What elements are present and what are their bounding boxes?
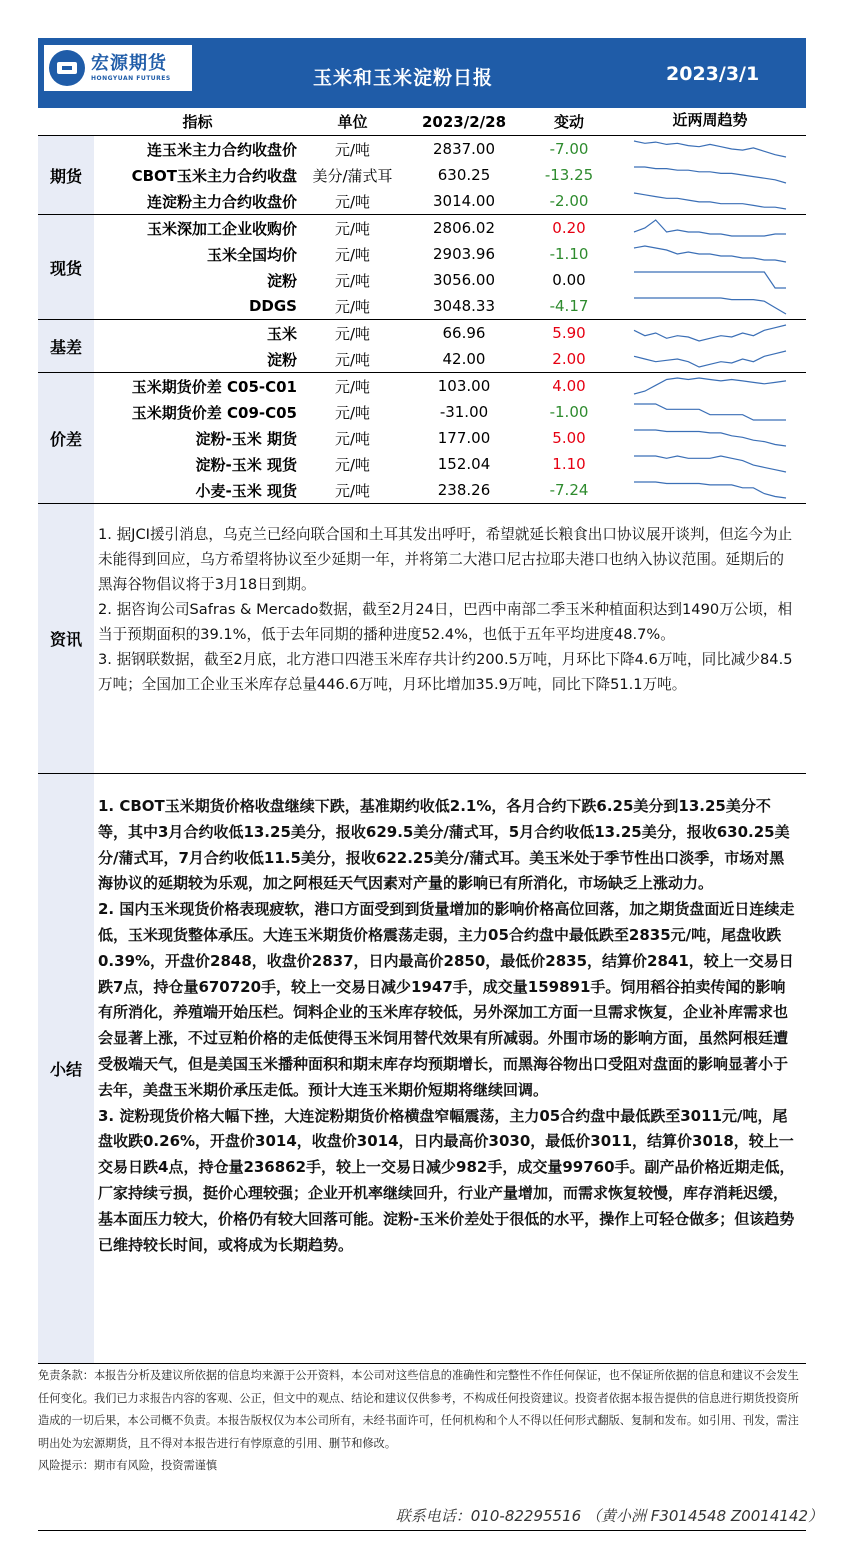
- table-section: [38, 215, 806, 320]
- unit-cell: 元/吨: [334, 271, 371, 290]
- section-label: 现货: [38, 215, 94, 319]
- change-cell: 5.90: [552, 324, 586, 342]
- value-cell: 3014.00: [432, 192, 496, 210]
- col-date: 2023/2/28: [421, 112, 507, 131]
- trend-sparkline: [614, 346, 806, 372]
- unit-cell: 元/吨: [334, 245, 371, 264]
- unit-cell: 美分/蒲式耳: [312, 166, 393, 185]
- news-item: 1. 据JCI援引消息，乌克兰已经向联合国和土耳其发出呼吁，希望就延长粮食出口协议展开谈判，但迄今为止未能得到回应，乌方希望将协议至少延期一年，并将第二大港口尼古拉耶夫港口也纳入协议范围。延期后的黑海谷物倡议将于3月18日到期。: [98, 526, 793, 593]
- summary-item: 2. 国内玉米现货价格表现疲软，港口方面受到到货量增加的影响价格高位回落，加之期货盘面近日连续走低，玉米现货整体承压。大连玉米期货价格震荡走弱，主力05合约盘中最低跌至2835元/吨，尾盘收跌0.39%，开盘价2848，收盘价2837，日内最高价2850，最低价2835，结算价2841，较上一交易日跌7点，持仓量670720手，较上一交易日减少1947手，成交量159891手。饲用稻谷拍卖传闻的影响有所消化，养殖端开始压栏。饲料企业的玉米库存较低，另外深加工方面一旦需求恢复，企业补库需求也会显著上涨，不过豆粕价格的走低使得玉米饲用替代效果有所减弱。外围市场的影响方面，虽然阿根廷遭受极端天气，但是美国玉米播种面积和期末库存均预期增长，而黑海谷物出口受阻对盘面的影响显著小于去年，美盘玉米期价承压走低。预计大连玉米期价短期将继续回调。: [98, 900, 795, 1099]
- table-row: [94, 267, 806, 293]
- value-cell: 66.96: [442, 324, 486, 342]
- trend-sparkline: [614, 241, 806, 267]
- value-cell: 3056.00: [432, 271, 496, 289]
- trend-sparkline: [614, 215, 806, 241]
- value-cell: 103.00: [437, 377, 491, 395]
- trend-line: [634, 246, 786, 262]
- indicator-cell: 连玉米主力合约收盘价: [146, 140, 297, 159]
- news-item: 3. 据钢联数据，截至2月底，北方港口四港玉米库存共计约200.5万吨，月环比下降4.6万吨，同比减少84.5万吨；全国加工企业玉米库存总量446.6万吨，月环比增加35.9万吨，同比下降51.1万吨。: [98, 651, 793, 693]
- col-change: 变动: [553, 113, 584, 131]
- trend-line: [634, 272, 786, 288]
- change-cell: -13.25: [544, 166, 594, 184]
- table-section: [38, 373, 806, 504]
- section-label: 基差: [38, 320, 94, 372]
- trend-sparkline: [614, 320, 806, 346]
- trend-sparkline: [614, 188, 806, 214]
- trend-line: [634, 404, 786, 420]
- report-title: 玉米和玉米淀粉日报: [313, 67, 494, 89]
- col-indicator: 指标: [182, 113, 213, 131]
- data-table: [38, 136, 806, 504]
- table-row: [94, 215, 806, 241]
- trend-line: [634, 141, 786, 157]
- report-header: [38, 38, 806, 108]
- value-cell: 42.00: [442, 350, 486, 368]
- change-cell: -1.10: [549, 245, 589, 263]
- table-section: [38, 136, 806, 215]
- contact-divider: [38, 1530, 806, 1531]
- indicator-cell: 淀粉-玉米 期货: [195, 429, 297, 448]
- value-cell: 238.26: [437, 481, 491, 499]
- indicator-cell: 连淀粉主力合约收盘价: [146, 192, 297, 211]
- table-row: [94, 346, 806, 372]
- indicator-cell: 玉米全国均价: [206, 245, 297, 264]
- unit-cell: 元/吨: [334, 455, 371, 474]
- value-cell: 152.04: [437, 455, 491, 473]
- trend-sparkline: [614, 373, 806, 399]
- news-label: 资讯: [38, 504, 94, 773]
- change-cell: -7.24: [549, 481, 589, 499]
- indicator-cell: 玉米期货价差 C05-C01: [131, 377, 297, 396]
- change-cell: 0.20: [552, 219, 586, 237]
- unit-cell: 元/吨: [334, 377, 371, 396]
- section-label: 价差: [38, 373, 94, 503]
- change-cell: -1.00: [549, 403, 589, 421]
- unit-cell: 元/吨: [334, 350, 371, 369]
- trend-line: [634, 167, 786, 183]
- unit-cell: 元/吨: [334, 403, 371, 422]
- news-text: [94, 504, 806, 773]
- value-cell: -31.00: [439, 403, 489, 421]
- table-row: [94, 451, 806, 477]
- change-cell: -7.00: [549, 140, 589, 158]
- disclaimer-text: 免责条款：本报告分析及建议所依据的信息均来源于公开资料，本公司对这些信息的准确性和完整性不作任何保证，也不保证所依据的信息和建议不会发生任何变化。我们已力求报告内容的客观、公正，但文中的观点、结论和建议仅供参考，不构成任何投资建议。投资者依据本报告提供的信息进行期货投资所造成的一切后果，本公司概不负责。本报告版权仅为本公司所有，未经书面许可，任何机构和个人不得以任何形式翻版、复制和发布。如引用、刊发，需注明出处为宏源期货，且不得对本报告进行有悖原意的引用、删节和修改。: [38, 1369, 799, 1450]
- table-row: [94, 241, 806, 267]
- value-cell: 177.00: [437, 429, 491, 447]
- value-cell: 2903.96: [432, 245, 496, 263]
- news-section: [38, 504, 806, 774]
- unit-cell: 元/吨: [334, 429, 371, 448]
- unit-cell: 元/吨: [334, 140, 371, 159]
- risk-warning: 风险提示：期市有风险，投资需谨慎: [38, 1459, 218, 1472]
- trend-line: [634, 325, 786, 341]
- indicator-cell: 淀粉-玉米 现货: [195, 455, 297, 474]
- summary-item: 1. CBOT玉米期货价格收盘继续下跌，基准期约收低2.1%，各月合约下跌6.25美分到13.25美分不等，其中3月合约收低13.25美分，报收629.5美分/蒲式耳，5月合约收低13.25美分，报收630.25美分/蒲式耳，7月合约收低11.5美分，报收622.25美分/蒲式耳。美玉米处于季节性出口淡季，市场对黑海协议的延期较为乐观，加之阿根廷天气因素对产量的影响已有所消化，市场缺乏上涨动力。: [98, 797, 790, 893]
- table-row: [94, 425, 806, 451]
- change-cell: -2.00: [549, 192, 589, 210]
- unit-cell: 元/吨: [334, 297, 371, 316]
- change-cell: 4.00: [552, 377, 586, 395]
- trend-line: [634, 456, 786, 472]
- trend-sparkline: [614, 477, 806, 503]
- value-cell: 2806.02: [432, 219, 496, 237]
- news-item: 2. 据咨询公司Safras & Mercado数据，截至2月24日，巴西中南部二季玉米种植面积达到1490万公顷，相当于预期面积的39.1%，低于去年同期的播种进度52.4%，也低于五年平均进度48.7%。: [98, 601, 793, 643]
- value-cell: 2837.00: [432, 140, 496, 158]
- table-row: [94, 162, 806, 188]
- trend-sparkline: [614, 293, 806, 319]
- indicator-cell: 玉米: [266, 324, 297, 343]
- table-row: [94, 373, 806, 399]
- table-row: [94, 136, 806, 162]
- indicator-cell: 淀粉: [266, 350, 297, 369]
- change-cell: 2.00: [552, 350, 586, 368]
- col-unit: 单位: [337, 113, 368, 131]
- trend-sparkline: [614, 267, 806, 293]
- section-label: 期货: [38, 136, 94, 214]
- trend-sparkline: [614, 136, 806, 162]
- contact-info: 联系电话：010-82295516 （黄小洲 F3014548 Z0014142）: [395, 1507, 823, 1525]
- indicator-cell: CBOT玉米主力合约收盘: [131, 166, 297, 185]
- change-cell: -4.17: [549, 297, 589, 315]
- change-cell: 1.10: [552, 455, 586, 473]
- logo-cn: 宏源期货: [91, 52, 167, 74]
- report-date: 2023/3/1: [666, 63, 760, 85]
- summary-label: 小结: [38, 774, 94, 1363]
- table-row: [94, 293, 806, 319]
- table-row: [94, 399, 806, 425]
- indicator-cell: 小麦-玉米 现货: [195, 481, 297, 500]
- trend-sparkline: [614, 399, 806, 425]
- summary-section: [38, 774, 806, 1364]
- unit-cell: 元/吨: [334, 219, 371, 238]
- value-cell: 630.25: [437, 166, 491, 184]
- indicator-cell: 玉米深加工企业收购价: [146, 219, 297, 238]
- indicator-cell: 淀粉: [266, 271, 297, 290]
- trend-line: [634, 430, 786, 446]
- disclaimer: [38, 1365, 806, 1478]
- table-header: [38, 108, 806, 136]
- unit-cell: 元/吨: [334, 192, 371, 211]
- company-logo: [44, 45, 192, 91]
- logo-en: HONGYUAN FUTURES: [91, 74, 171, 82]
- table-row: [94, 188, 806, 214]
- logo-icon: [49, 50, 85, 86]
- trend-line: [634, 378, 786, 394]
- report-frame: [38, 38, 806, 1364]
- change-cell: 5.00: [552, 429, 586, 447]
- unit-cell: 元/吨: [334, 481, 371, 500]
- value-cell: 3048.33: [432, 297, 496, 315]
- table-section: [38, 320, 806, 373]
- indicator-cell: DDGS: [248, 297, 297, 315]
- change-cell: 0.00: [552, 271, 586, 289]
- trend-line: [634, 482, 786, 498]
- indicator-cell: 玉米期货价差 C09-C05: [131, 403, 297, 422]
- table-row: [94, 477, 806, 503]
- trend-sparkline: [614, 425, 806, 451]
- summary-text: [94, 774, 806, 1363]
- summary-item: 3. 淀粉现货价格大幅下挫，大连淀粉期货价格横盘窄幅震荡，主力05合约盘中最低跌至3011元/吨，尾盘收跌0.26%，开盘价3014，收盘价3014，日内最高价3030，最低价3011，结算价3018，较上一交易日跌4点，持仓量236862手，较上一交易日减少982手，成交量99760手。副产品价格近期走低，厂家持续亏损，挺价心理较强；企业开机率继续回升，行业产量增加，而需求恢复较慢，库存消耗迟缓，基本面压力较大，价格仍有较大回落可能。淀粉-玉米价差处于很低的水平，操作上可轻仓做多；但该趋势已维持较长时间，或将成为长期趋势。: [98, 1106, 795, 1254]
- unit-cell: 元/吨: [334, 324, 371, 343]
- trend-sparkline: [614, 451, 806, 477]
- table-row: [94, 320, 806, 346]
- trend-line: [634, 351, 786, 367]
- trend-line: [634, 193, 786, 209]
- col-trend: 近两周趋势: [672, 110, 748, 129]
- trend-line: [634, 220, 786, 236]
- trend-line: [634, 298, 786, 314]
- trend-sparkline: [614, 162, 806, 188]
